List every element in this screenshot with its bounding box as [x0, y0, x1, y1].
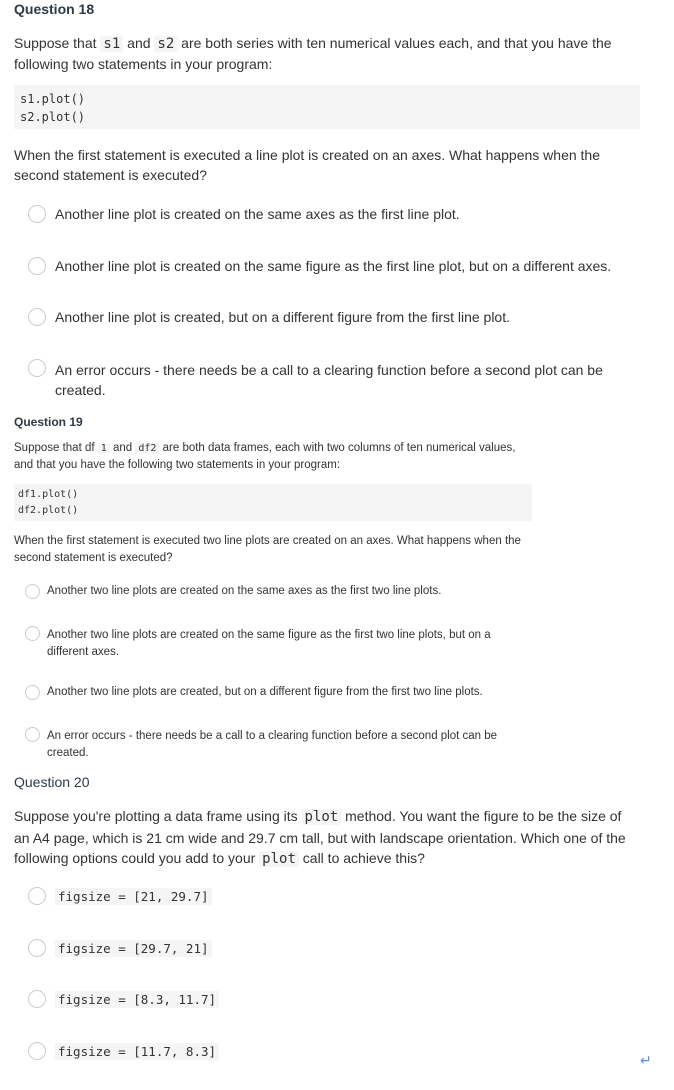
- q18-option-4-radio[interactable]: [28, 359, 46, 377]
- question-18-question: [14, 145, 600, 185]
- prompt-text: and: [123, 35, 155, 51]
- q19-option-1-label[interactable]: Another two line plots are created on the same axes as the first two line plots.: [47, 585, 442, 597]
- option-text: created.: [55, 382, 106, 398]
- code-line: df2.plot(): [18, 505, 79, 516]
- prompt-text: and: [109, 442, 136, 454]
- option-text: different axes.: [47, 646, 120, 658]
- q19-option-2-label[interactable]: [47, 627, 491, 661]
- q18-option-3-label[interactable]: Another line plot is created, but on a different figure from the first line plot.: [55, 309, 510, 325]
- q20-option-4-label[interactable]: figsize = [11.7, 8.3]: [55, 1043, 219, 1060]
- question-18-prompt: [14, 33, 654, 74]
- q18-option-1-label[interactable]: Another line plot is created on the same axes as the first line plot.: [55, 206, 460, 222]
- return-icon: ↵: [640, 1052, 652, 1068]
- q18-option-4-label[interactable]: [55, 360, 603, 400]
- q19-option-2-radio[interactable]: [25, 626, 40, 641]
- prompt-text: method. You want the figure to be the size of: [341, 808, 622, 824]
- question-18-title: Question 18: [14, 1, 95, 17]
- option-text: An error occurs - there needs be a call to a clearing function before a second plot can be: [47, 730, 498, 742]
- option-text: Another two line plots are created on the same figure as the first two line plots, but on a: [47, 629, 491, 641]
- question-text: second statement is executed?: [14, 167, 208, 183]
- q18-option-1-radio[interactable]: [28, 205, 46, 223]
- q18-option-2-label[interactable]: Another line plot is created on the same figure as the first line plot, but on a different axes.: [55, 258, 612, 274]
- question-19-prompt: [14, 440, 554, 474]
- question-20-prompt: [14, 806, 664, 870]
- q20-option-2-radio[interactable]: [28, 939, 46, 957]
- question-19-question: [14, 533, 521, 567]
- prompt-text: Suppose that: [14, 35, 101, 51]
- code-line: s1.plot(): [20, 92, 86, 106]
- question-20-title: Question 20: [14, 774, 90, 790]
- inline-code: 1: [98, 443, 110, 454]
- q19-option-4-radio[interactable]: [25, 727, 40, 742]
- inline-code: df2: [135, 443, 159, 454]
- option-text: created.: [47, 747, 89, 759]
- q20-option-3-label[interactable]: figsize = [8.3, 11.7]: [55, 991, 219, 1008]
- q20-option-4-radio[interactable]: [28, 1042, 46, 1060]
- q20-option-3-radio[interactable]: [28, 990, 46, 1008]
- inline-code: plot: [302, 809, 342, 825]
- q19-option-3-label[interactable]: Another two line plots are created, but on a different figure from the first two line plots.: [47, 686, 483, 698]
- q18-option-2-radio[interactable]: [28, 257, 46, 275]
- option-text: An error occurs - there needs be a call to a clearing function before a second plot can be: [55, 362, 603, 378]
- question-19-title: Question 19: [14, 415, 83, 429]
- prompt-text: an A4 page, which is 21 cm wide and 29.7 cm tall, but with landscape orientation. Which one of the: [14, 829, 626, 846]
- question-text: When the first statement is executed two line plots are created on an axes. What happens when the: [14, 535, 521, 547]
- question-text: second statement is executed?: [14, 552, 173, 564]
- q19-option-1-radio[interactable]: [25, 584, 40, 599]
- prompt-text: following two statements in your program:: [14, 56, 273, 72]
- code-line: df1.plot(): [18, 489, 79, 500]
- question-text: When the first statement is executed a line plot is created on an axes. What happens when the: [14, 147, 601, 163]
- code-line: s2.plot(): [20, 110, 86, 124]
- prompt-text: and that you have the following two statements in your program:: [14, 459, 341, 471]
- q19-option-4-label[interactable]: [47, 728, 497, 762]
- q19-option-3-radio[interactable]: [25, 685, 40, 700]
- inline-code: s1: [100, 36, 123, 52]
- q20-option-1-radio[interactable]: [28, 887, 46, 905]
- inline-code: s2: [154, 36, 177, 52]
- prompt-text: call to achieve this?: [298, 850, 425, 866]
- inline-code: plot: [259, 851, 299, 867]
- q18-option-3-radio[interactable]: [28, 308, 46, 326]
- prompt-text: following options could you add to your: [14, 850, 260, 866]
- prompt-text: are both series with ten numerical values each, and that you have the: [177, 35, 612, 51]
- prompt-text: are both data frames, each with two columns of ten numerical values,: [159, 442, 516, 454]
- prompt-text: Suppose you're plotting a data frame using its: [14, 808, 302, 824]
- question-18-code-block: [14, 85, 640, 129]
- q20-option-1-label[interactable]: figsize = [21, 29.7]: [55, 888, 212, 905]
- q20-option-2-label[interactable]: figsize = [29.7, 21]: [55, 940, 212, 957]
- prompt-text: Suppose that df: [14, 442, 95, 454]
- question-19-code-block: [14, 484, 532, 521]
